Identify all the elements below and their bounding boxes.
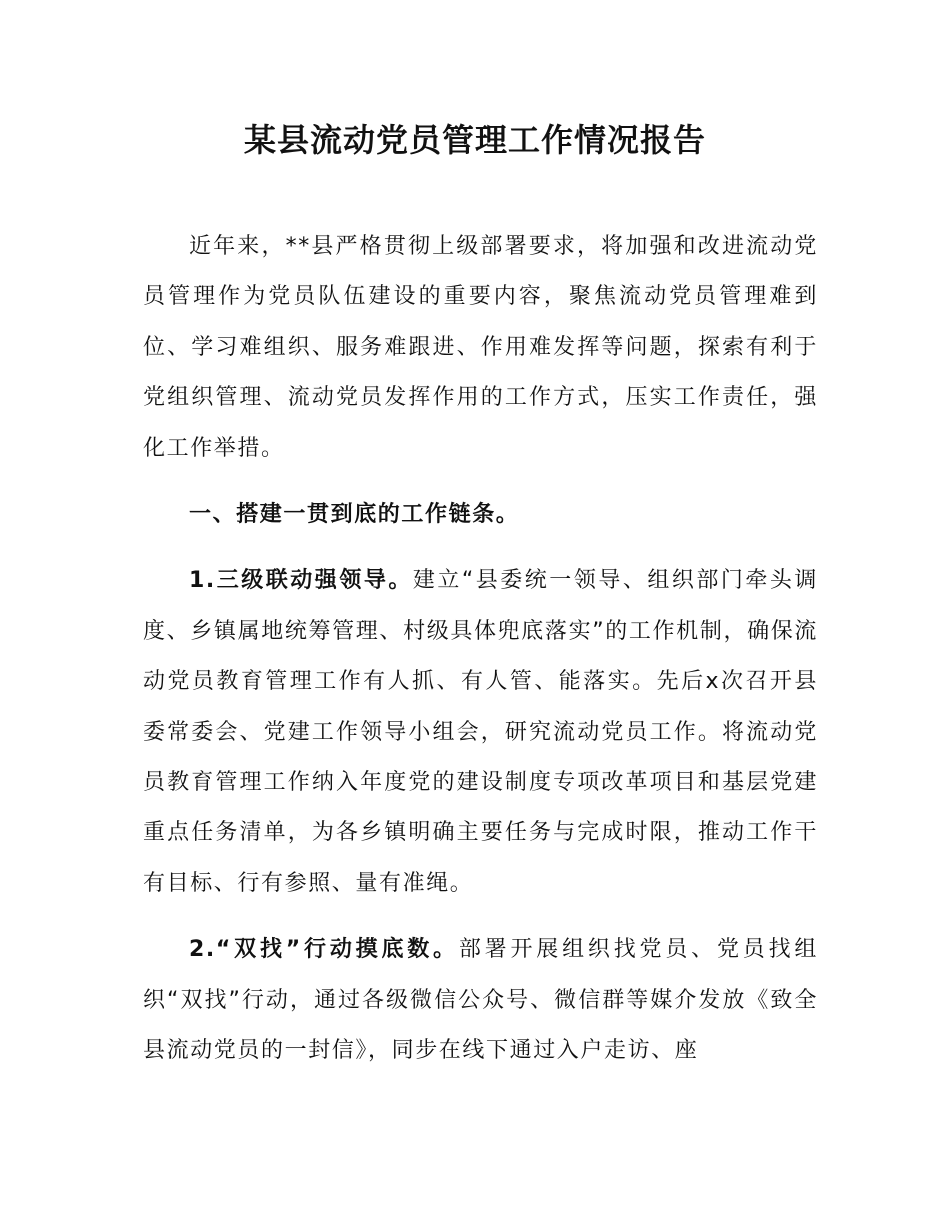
document-body bbox=[143, 222, 818, 1093]
item-2-lead: 2.“双找”行动摸底数。 bbox=[189, 937, 459, 963]
document-title: 某县流动党员管理工作情况报告 bbox=[243, 121, 706, 159]
item-2-paragraph bbox=[143, 925, 818, 1076]
item-2-text: 部署开展组织找党员、党员找组织“双找”行动，通过各级微信公众号、微信群等媒介发放《致全县流动党员的一封信》，同步在线下通过入户走访、座 bbox=[143, 937, 818, 1064]
intro-paragraph: 近年来，**县严格贯彻上级部署要求，将加强和改进流动党员管理作为党员队伍建设的重要内容，聚焦流动党员管理难到位、学习难组织、服务难跟进、作用难发挥等问题，探索有利于党组织管理、流动党员发挥作用的工作方式，压实工作责任，强化工作举措。 bbox=[143, 234, 818, 461]
item-1-text: 建立“县委统一领导、组织部门牵头调度、乡镇属地统筹管理、村级具体兜底落实”的工作机制，确保流动党员教育管理工作有人抓、有人管、能落实。先后x次召开县委常委会、党建工作领导小组会，研究流动党员工作。将流动党员教育管理工作纳入年度党的建设制度专项改革项目和基层党建重点任务清单，为各乡镇明确主要任务与完成时限，推动工作干有目标、行有参照、量有准绳。 bbox=[143, 568, 818, 896]
item-1-paragraph bbox=[143, 556, 818, 909]
item-1-lead: 1.三级联动强领导。 bbox=[189, 568, 413, 594]
section-heading: 一、搭建一贯到底的工作链条。 bbox=[189, 502, 520, 528]
